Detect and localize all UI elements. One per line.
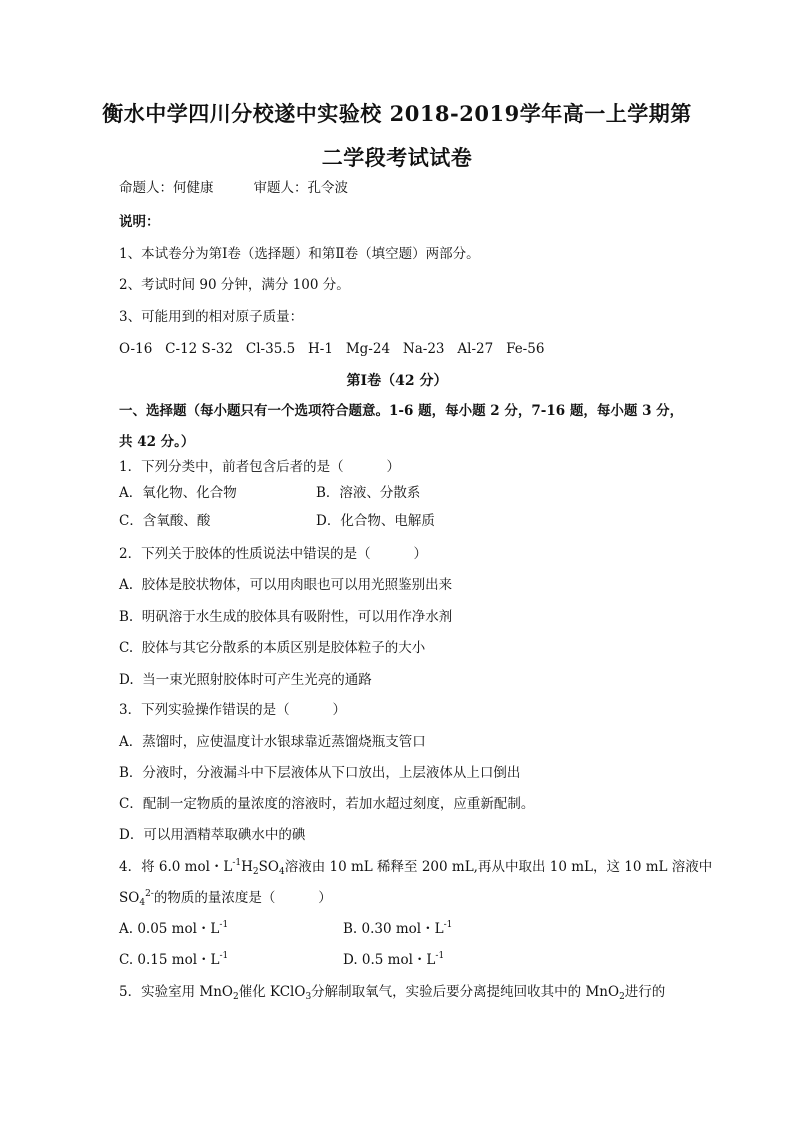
q4-stem-line1: [119, 857, 712, 877]
q2-option-c: C. 胶体与其它分散系的本质区别是胶体粒子的大小: [119, 640, 426, 656]
q4-stem-sub2: 4: [278, 867, 285, 877]
q3-option-d: D．可以用酒精萃取碘水中的碘: [119, 827, 306, 843]
exam-title-line2: 二学段考试试卷: [321, 145, 473, 170]
q4-stem-so: SO: [258, 859, 279, 875]
reviewer: 审题人：孔令波: [253, 180, 348, 196]
q4-option-b-text: B. 0.30 mol・L: [343, 921, 444, 937]
q1-stem: 1．下列分类中，前者包含后者的是（ ）: [119, 459, 401, 475]
q1-option-a: A．氧化物、化合物: [119, 485, 237, 501]
author-line: [119, 178, 348, 198]
q4-option-b-sup: -1: [443, 920, 453, 930]
section-1-heading: 第Ⅰ卷（42 分）: [346, 373, 448, 389]
q5-stem: [119, 982, 665, 1002]
q2-option-b: B. 明矾溶于水生成的胶体具有吸附性，可以用作净水剂: [119, 609, 453, 625]
part-1-instructions-line2: 共 42 分。）: [119, 434, 195, 450]
note-2: 2、考试时间 90 分钟，满分 100 分。: [119, 277, 350, 293]
q2-option-d: D. 当一束光照射胶体时可产生光亮的通路: [119, 672, 372, 688]
q5-stem-a: 5．实验室用 MnO: [119, 984, 233, 1000]
exam-title-line1: 衡水中学四川分校遂中实验校 2018-2019学年高一上学期第: [102, 101, 692, 126]
q5-sub2: 3: [305, 992, 312, 1002]
q3-option-b: B．分液时，分液漏斗中下层液体从下口放出，上层液体从上口倒出: [119, 765, 521, 781]
q3-stem: 3．下列实验操作错误的是（ ）: [119, 702, 347, 718]
atomic-masses: O-16 C-12 S-32 Cl-35.5 H-1 Mg-24 Na-23 Al-27 Fe-56: [119, 341, 545, 357]
q4-option-a-sup: -1: [219, 920, 229, 930]
q5-sub1: 2: [232, 992, 239, 1002]
q5-stem-b: 催化 KClO: [238, 984, 306, 1000]
q2-stem: 2．下列关于胶体的性质说法中错误的是（ ）: [119, 546, 428, 562]
part-1-instructions-line1: 一、选择题（每小题只有一个选项符合题意。1-6 题，每小题 2 分，7-16 题，每小题 3 分，: [119, 403, 684, 419]
q2-option-a: A. 胶体是胶状物体，可以用肉眼也可以用光照鉴别出来: [119, 577, 453, 593]
q4-option-a: [119, 919, 228, 939]
q4-option-c: [119, 950, 228, 970]
q4-stem-h: H: [241, 859, 253, 875]
q3-option-a: A．蒸馏时，应使温度计水银球靠近蒸馏烧瓶支管口: [119, 734, 426, 750]
note-1: 1、本试卷分为第Ⅰ卷（选择题）和第Ⅱ卷（填空题）两部分。: [119, 246, 480, 262]
q5-stem-c: 分解制取氧气，实验后要分离提纯回收其中的 MnO: [311, 984, 620, 1000]
q4-option-d: [343, 950, 444, 970]
notes-heading: 说明：: [119, 214, 160, 230]
q5-stem-d: 进行的: [624, 984, 666, 1000]
q4-stem-rest: 溶液由 10 mL 稀释至 200 mL,再从中取出 10 mL，这 10 mL 溶液中: [284, 859, 713, 875]
q4-stem-text: 4．将 6.0 mol・L: [119, 859, 233, 875]
q4-line2-rest: 的物质的量浓度是（ ）: [153, 890, 332, 906]
q4-option-c-sup: -1: [219, 951, 229, 961]
q1-option-c: C．含氧酸、酸: [119, 513, 211, 529]
q5-sub3: 2: [619, 992, 625, 1002]
note-3: 3、可能用到的相对原子质量：: [119, 309, 304, 325]
q4-option-d-text: D. 0.5 mol・L: [343, 952, 436, 968]
q3-option-c: C．配制一定物质的量浓度的溶液时，若加水超过刻度，应重新配制。: [119, 796, 535, 812]
q4-line2-sup: 2-: [145, 889, 154, 899]
q4-option-a-text: A. 0.05 mol・L: [119, 921, 220, 937]
q4-stem-sup: -1: [232, 858, 242, 868]
author: 命题人：何健康: [119, 180, 214, 196]
q4-stem-sub1: 2: [252, 867, 259, 877]
q4-option-d-sup: -1: [435, 951, 445, 961]
q1-option-d: D．化合物、电解质: [316, 513, 435, 529]
q4-option-b: [343, 919, 452, 939]
q4-line2-so: SO: [119, 890, 140, 906]
q4-stem-line2: [119, 888, 332, 908]
q4-option-c-text: C. 0.15 mol・L: [119, 952, 220, 968]
q4-line2-sub: 4: [139, 898, 146, 908]
q1-option-b: B．溶液、分散系: [316, 485, 421, 501]
